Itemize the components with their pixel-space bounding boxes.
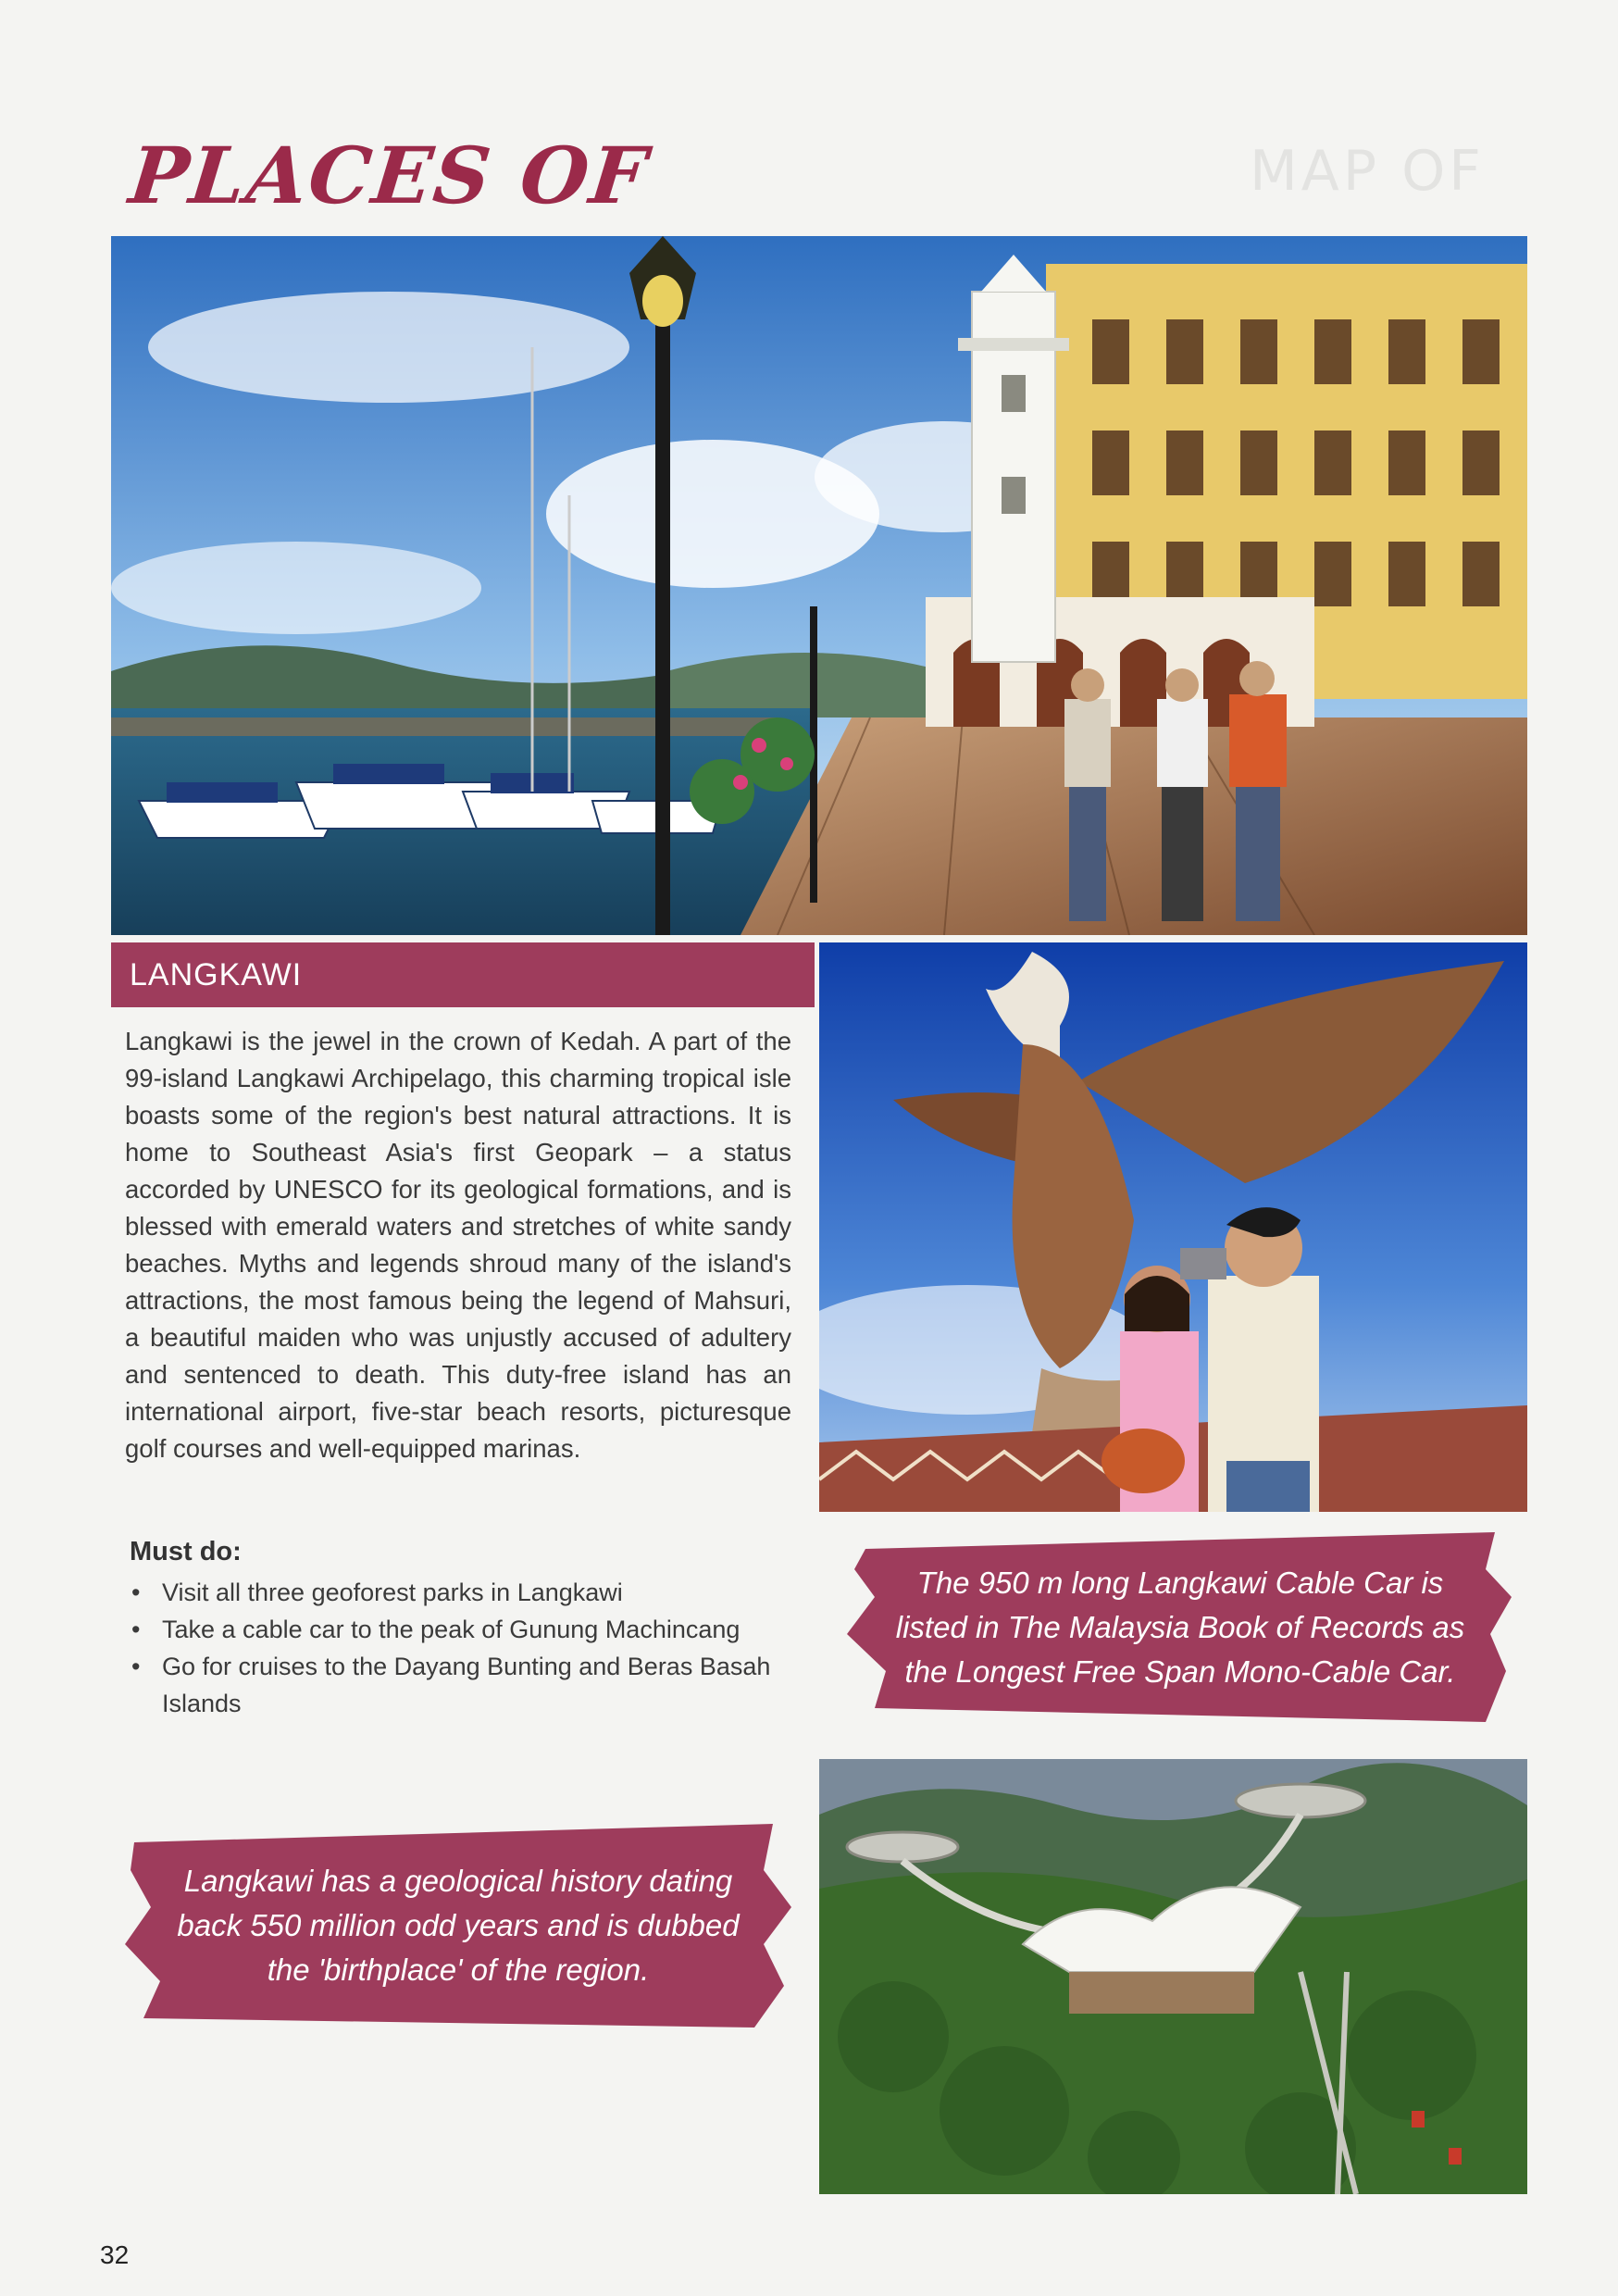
must-do-item: Visit all three geoforest parks in Langkawi [162, 1578, 623, 1606]
marina-photo [111, 236, 1527, 935]
bullet-icon: • [131, 1653, 141, 1680]
cable-car-fact-text: The 950 m long Langkawi Cable Car is listed in The Malaysia Book of Records as the Longest Free Span Mono-Cable Car. [895, 1565, 1465, 1689]
cable-car-fact-ribbon [847, 1532, 1513, 1722]
must-do-item: Go for cruises to the Dayang Bunting and Beras Basah Islands [162, 1653, 771, 1717]
faded-next-page-title: MAP OF [1250, 139, 1485, 204]
eagle-statue-photo [819, 942, 1527, 1512]
sky-bridge-photo [819, 1759, 1527, 2194]
bullet-icon: • [131, 1578, 141, 1606]
page-number: 32 [100, 2240, 130, 2269]
must-do-list [130, 1574, 796, 1722]
geology-fact-ribbon [125, 1824, 791, 2028]
geology-fact-text: Langkawi has a geological history dating back 550 million odd years and is dubbed the 'birthplace' of the region. [177, 1864, 740, 1987]
must-do-heading: Must do: [130, 1537, 242, 1566]
page-title: PLACES OF [125, 130, 653, 221]
section-heading: LANGKAWI [111, 942, 815, 1007]
list-item [130, 1574, 796, 1611]
bullet-icon: • [131, 1616, 141, 1643]
sky-bridge-illustration [819, 1759, 1527, 2194]
eagle-illustration [819, 942, 1527, 1512]
marina-illustration [111, 236, 1527, 935]
list-item [130, 1648, 796, 1722]
list-item [130, 1611, 796, 1648]
section-body-text: Langkawi is the jewel in the crown of Kedah. A part of the 99-island Langkawi Archipelago, this charming tropical isle boasts some of the region's best natural attractions. It is home to Southeast Asia's first Geopark – a status accorded by UNESCO for its geological formations, and is blessed with emerald waters and stretches of white sandy beaches. Myths and legends shroud many of the island's attractions, the most famous being the legend of Mahsuri, a beautiful maiden who was unjustly accused of adultery and sentenced to death. This duty-free island has an international airport, five-star beach resorts, picturesque golf courses and well-equipped marinas. [125, 1027, 791, 1463]
must-do-item: Take a cable car to the peak of Gunung Machincang [162, 1616, 741, 1643]
